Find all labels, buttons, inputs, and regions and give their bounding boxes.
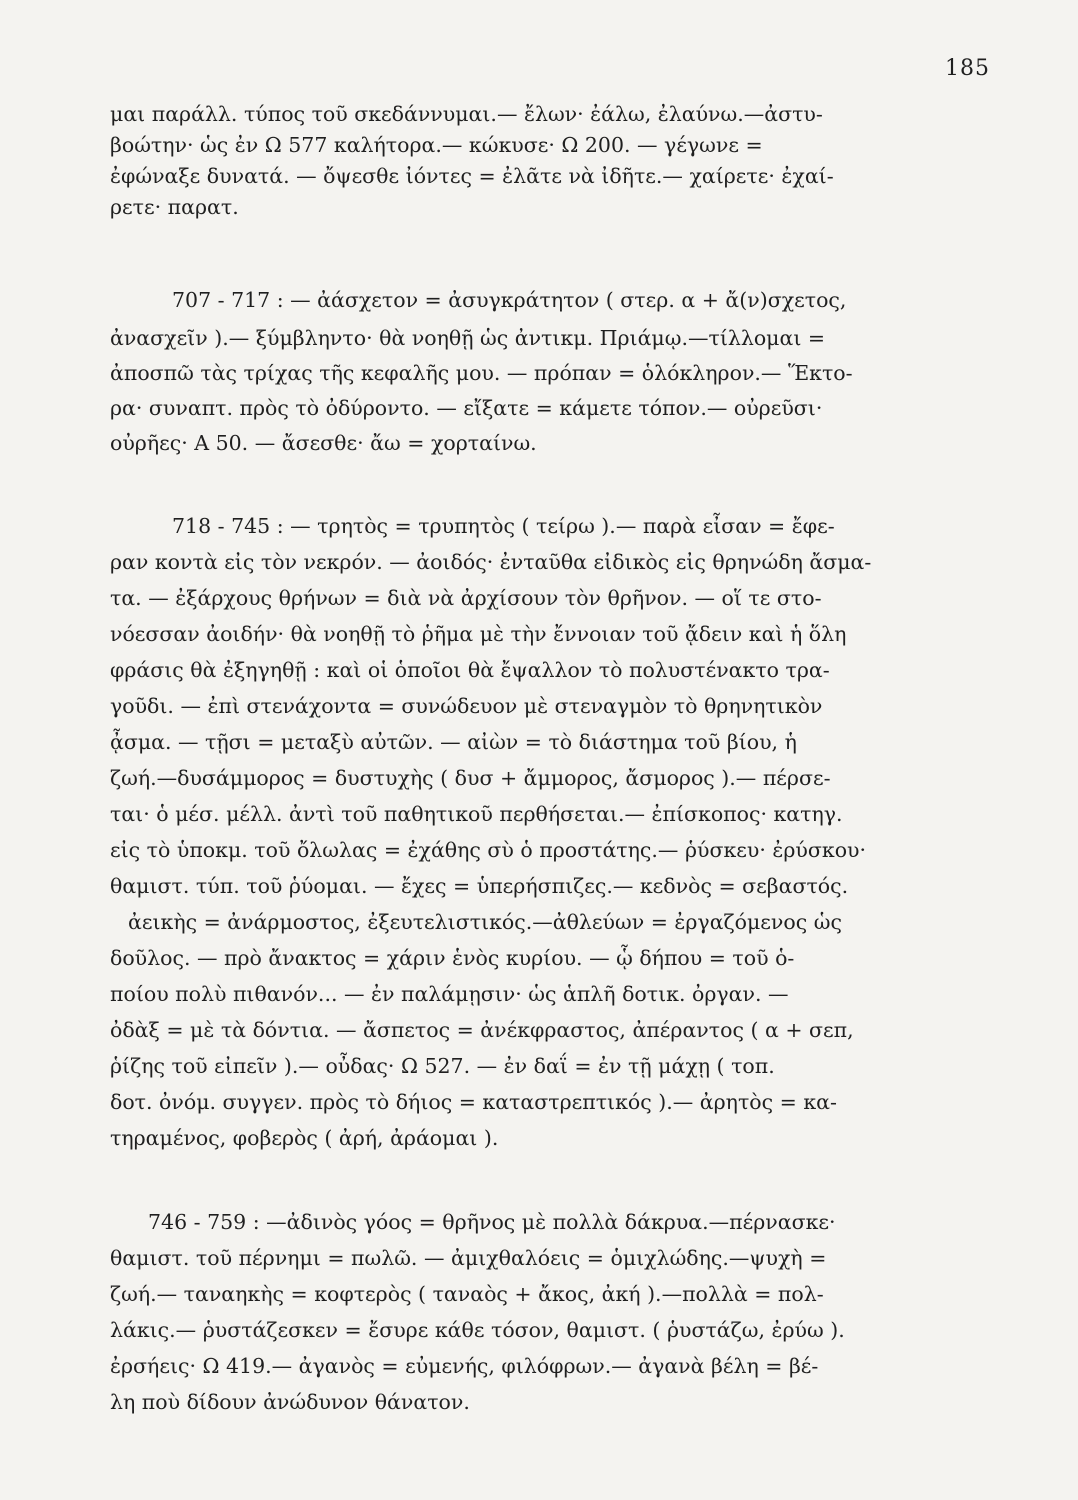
text-line: φράσις θὰ ἐξηγηθῇ : καὶ οἱ ὁποῖοι θὰ ἔψαλλον τὸ πολυστένακτο τρα-	[110, 658, 830, 682]
text-line: ποίου πολὺ πιθανόν... — ἐν παλάμῃσιν· ὡς ἁπλῆ δοτικ. ὀργαν. —	[110, 982, 789, 1006]
text-line: δοῦλος. — πρὸ ἄνακτος = χάριν ἑνὸς κυρίου. — ᾧ δήπου = τοῦ ὁ-	[110, 946, 795, 970]
text-line: ἀποσπῶ τὰς τρίχας τῆς κεφαλῆς μου. — πρόπαν = ὁλόκληρον.— Ἕκτο-	[110, 361, 853, 385]
text-line: λάκις.— ῥυστάζεσκεν = ἔσυρε κάθε τόσον, θαμιστ. ( ῥυστάζω, ἐρύω ).	[110, 1318, 845, 1342]
text-line: ζωή.— ταναηκὴς = κοφτερὸς ( ταναὸς + ἄκος, ἀκή ).—πολλὰ = πολ-	[110, 1282, 824, 1306]
text-line: γοῦδι. — ἐπὶ στενάχοντα = συνώδευον μὲ στεναγμὸν τὸ θρηνητικὸν	[110, 694, 823, 718]
text-line: ῥίζης τοῦ εἰπεῖν ).— οὖδας· Ω 527. — ἐν δαΐ = ἐν τῇ μάχῃ ( τοπ.	[110, 1054, 775, 1078]
text-line: ὀδὰξ = μὲ τὰ δόντια. — ἄσπετος = ἀνέκφραστος, ἀπέραντος ( α + σεπ,	[110, 1018, 854, 1042]
page-number: 185	[945, 56, 990, 81]
text-line: νόεσσαν ἀοιδήν· θὰ νοηθῇ τὸ ῥῆμα μὲ τὴν ἔννοιαν τοῦ ᾄδειν καὶ ἡ ὅλη	[110, 622, 847, 646]
text-line: ἀνασχεῖν ).— ξύμβληντο· θὰ νοηθῇ ὡς ἀντικμ. Πριάμῳ.—τίλλομαι =	[110, 326, 826, 350]
text-line: βοώτην· ὡς ἐν Ω 577 καλήτορα.— κώκυσε· Ω 200. — γέγωνε =	[110, 133, 763, 157]
text-line: λη ποὺ δίδουν ἀνώδυνον θάνατον.	[110, 1390, 470, 1414]
text-line: ραν κοντὰ εἰς τὸν νεκρόν. — ἀοιδός· ἐνταῦθα εἰδικὸς εἰς θρηνώδη ἄσμα-	[110, 550, 872, 574]
text-line: μαι παράλλ. τύπος τοῦ σκεδάννυμαι.— ἔλων· ἐάλω, ἐλαύνω.—ἀστυ-	[110, 102, 823, 126]
text-line: θαμιστ. τοῦ πέρνημι = πωλῶ. — ἀμιχθαλόεις = ὁμιχλώδης.—ψυχὴ =	[110, 1246, 827, 1270]
text-line: ἐρσήεις· Ω 419.— ἀγανὸς = εὐμενής, φιλόφρων.— ἀγανὰ βέλη = βέ-	[110, 1354, 819, 1378]
text-line: θαμιστ. τύπ. τοῦ ῥύομαι. — ἔχες = ὑπερήσπιζες.— κεδνὸς = σεβαστός.	[110, 874, 849, 898]
text-line: 718 - 745 : — τρητὸς = τρυπητὸς ( τείρω ).— παρὰ εἶσαν = ἔφε-	[172, 514, 835, 538]
text-line: ζωή.—δυσάμμορος = δυστυχὴς ( δυσ + ἄμμορος, ἄσμορος ).— πέρσε-	[110, 766, 831, 790]
text-line: 707 - 717 : — ἀάσχετον = ἀσυγκράτητον ( στερ. α + ἄ(ν)σχετος,	[172, 288, 847, 312]
text-line: ται· ὁ μέσ. μέλλ. ἀντὶ τοῦ παθητικοῦ περθήσεται.— ἐπίσκοπος· κατηγ.	[110, 802, 843, 826]
text-line: ρετε· παρατ.	[110, 195, 239, 219]
text-line: 746 - 759 : —ἀδινὸς γόος = θρῆνος μὲ πολλὰ δάκρυα.—πέρνασκε·	[148, 1210, 836, 1234]
text-line: τα. — ἐξάρχους θρήνων = διὰ νὰ ἀρχίσουν τὸν θρῆνον. — οἵ τε στο-	[110, 586, 822, 610]
text-line: ᾆσμα. — τῇσι = μεταξὺ αὐτῶν. — αἰὼν = τὸ διάστημα τοῦ βίου, ἡ	[110, 730, 797, 754]
text-line: ἐφώναξε δυνατά. — ὄψεσθε ἰόντες = ἐλᾶτε νὰ ἰδῆτε.— χαίρετε· ἐχαί-	[110, 164, 834, 188]
text-line: δοτ. ὀνόμ. συγγεν. πρὸς τὸ δήιος = καταστρεπτικός ).— ἀρητὸς = κα-	[110, 1090, 837, 1114]
text-line: εἰς τὸ ὑποκμ. τοῦ ὄλωλας = ἐχάθης σὺ ὁ προστάτης.— ῥύσκευ· ἐρύσκου·	[110, 838, 867, 862]
text-line: τηραμένος, φοβερὸς ( ἀρή, ἀράομαι ).	[110, 1126, 499, 1150]
text-line: ἀεικὴς = ἀνάρμοστος, ἐξευτελιστικός.—ἀθλεύων = ἐργαζόμενος ὡς	[128, 910, 842, 934]
text-line: ρα· συναπτ. πρὸς τὸ ὀδύροντο. — εἴξατε = κάμετε τόπον.— οὐρεῦσι·	[110, 396, 823, 420]
text-line: οὐρῆες· Α 50. — ἄσεσθε· ἄω = χορταίνω.	[110, 431, 537, 455]
